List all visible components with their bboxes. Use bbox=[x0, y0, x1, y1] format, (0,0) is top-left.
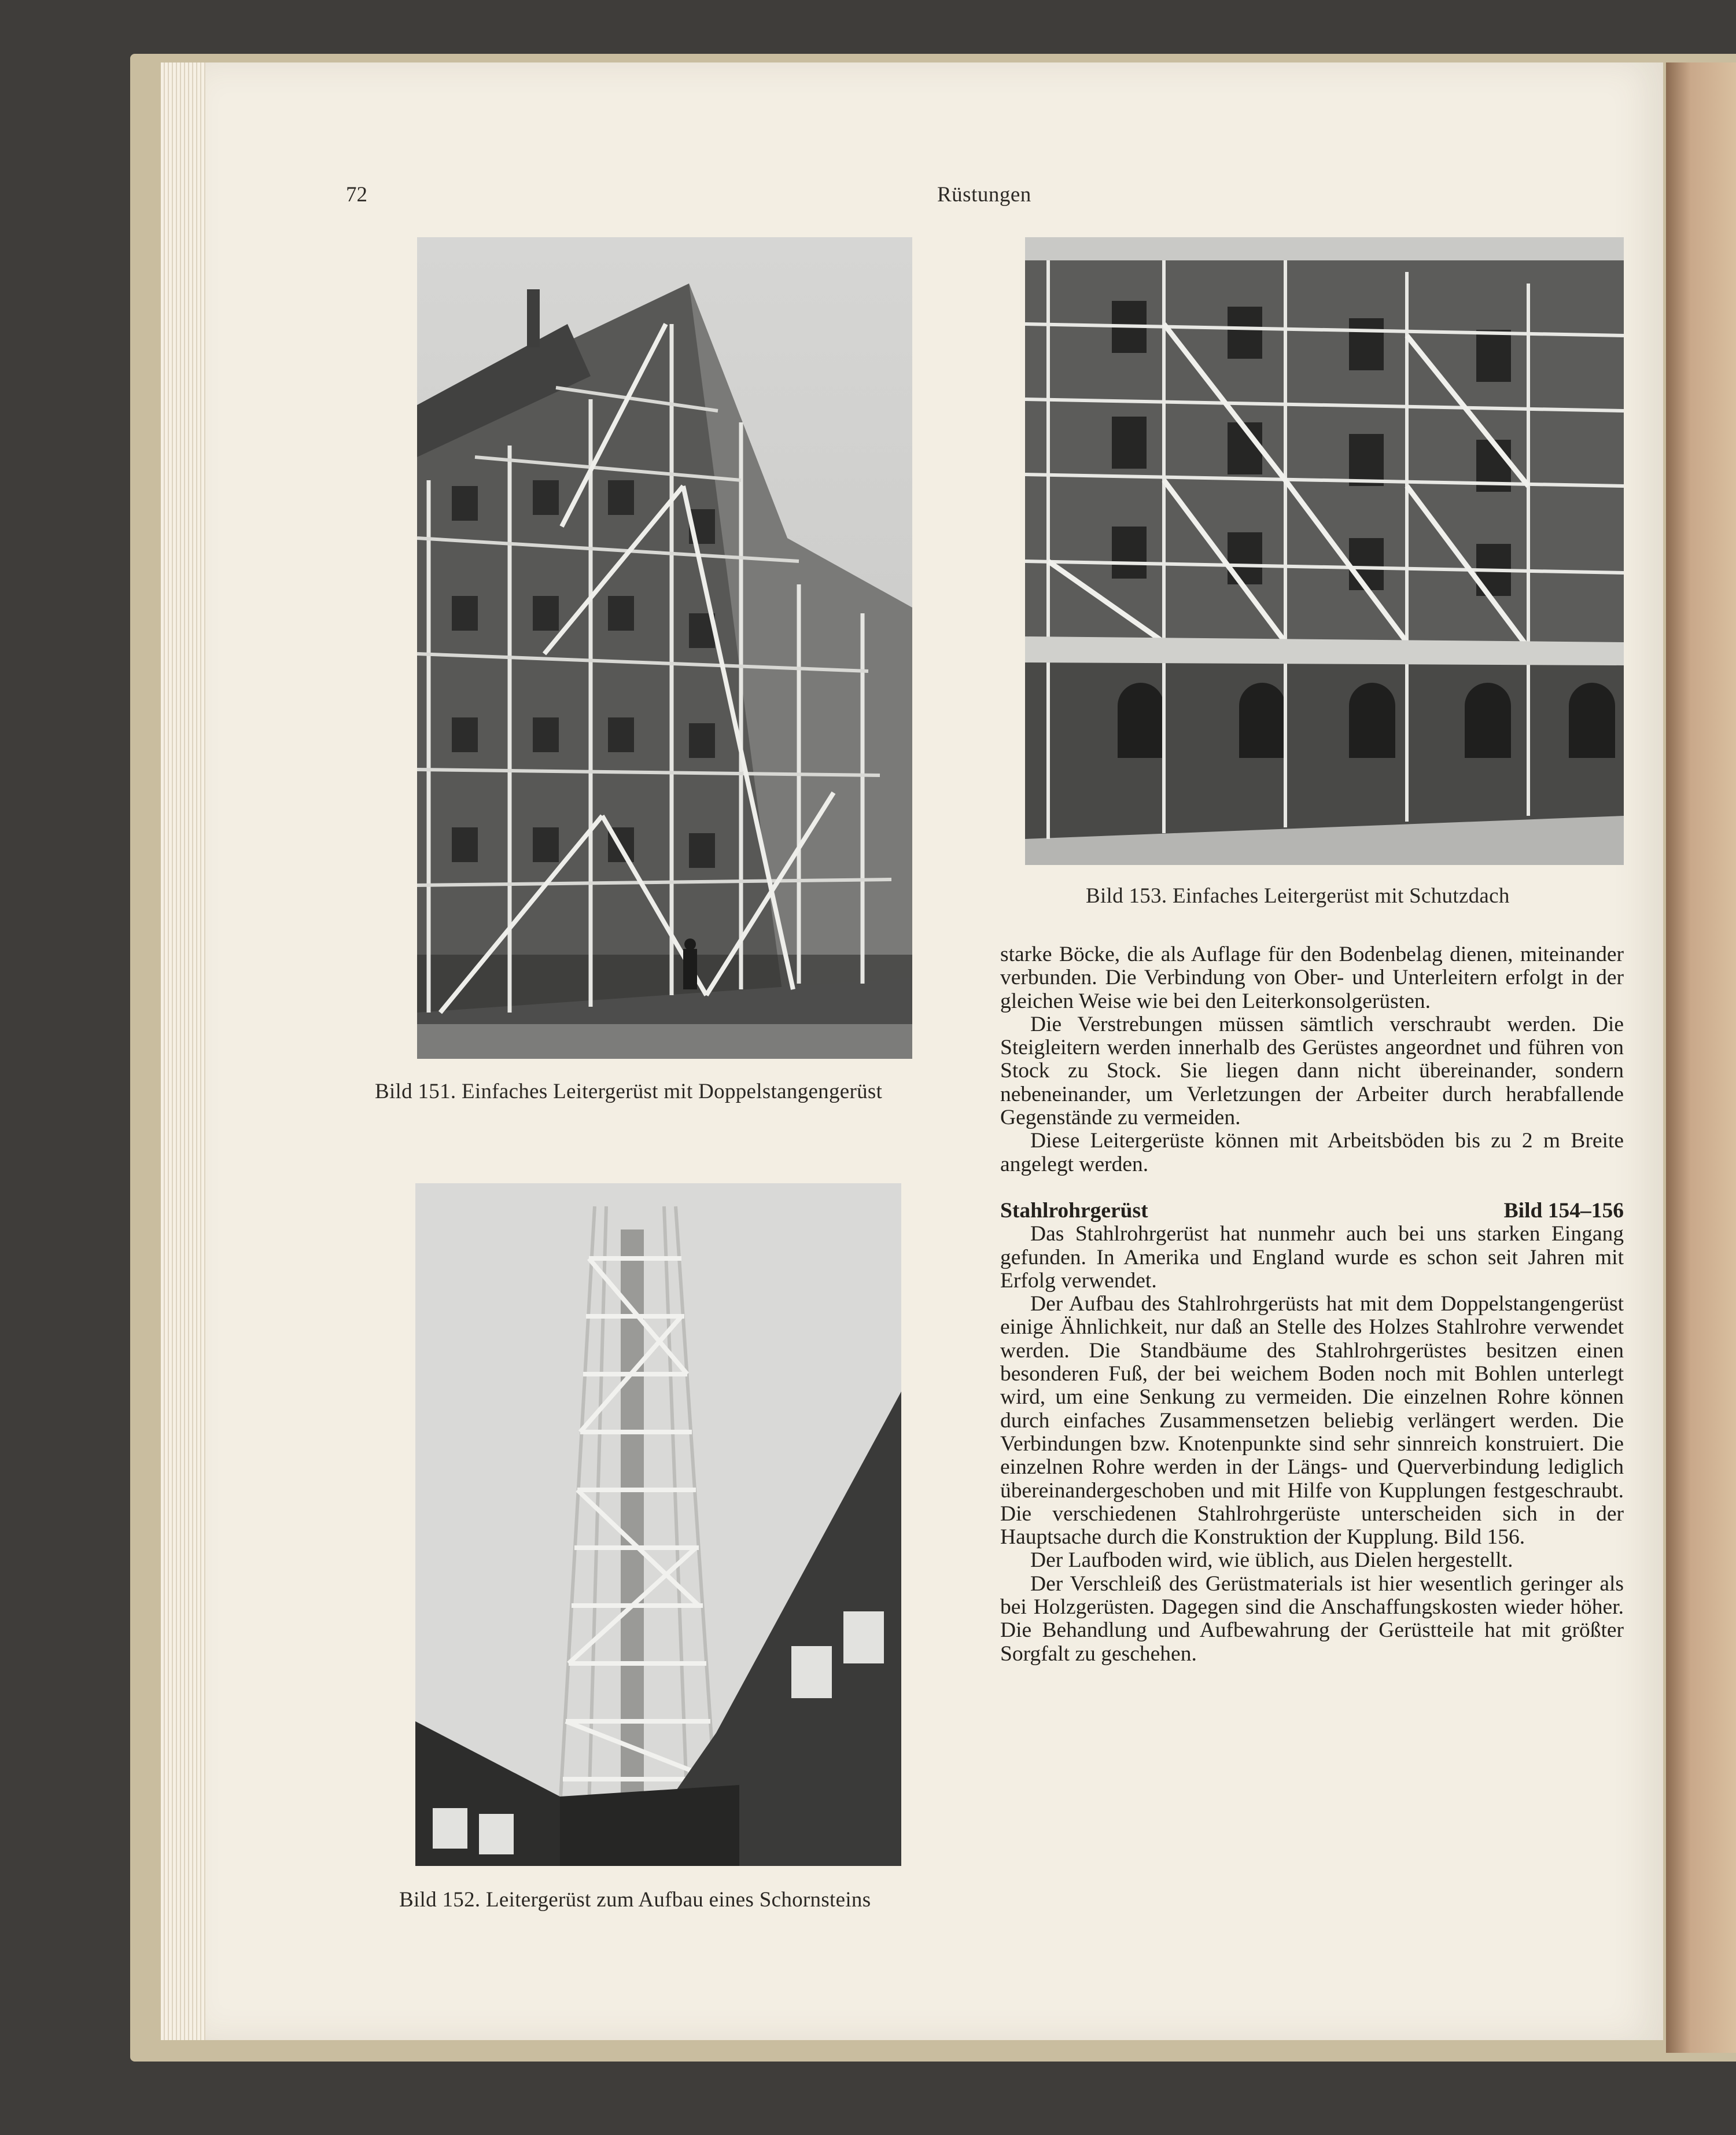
photo-bild-151 bbox=[417, 237, 912, 1059]
photo-bild-152 bbox=[415, 1183, 901, 1866]
paragraph-7: Der Verschleiß des Gerüstmaterials ist hier wesentlich geringer als bei Holzgerüsten. Dagegen sind die Anschaffungskosten wieder höher. Die Behandlung und Aufbewahrung der Gerüstteile hat mit größter Sorgfalt zu geschehen. bbox=[1000, 1571, 1624, 1666]
photo-bild-153 bbox=[1025, 237, 1624, 865]
paragraph-2: Die Verstrebungen müssen sämtlich verschraubt werden. Die Steigleitern werden innerhalb des Gerüstes angeordnet und führen von Stock zu Stock. Sie liegen dann nicht übereinander, sondern nebeneinander, um Verletzungen der Arbeiter durch herabfallende Gegenstände zu vermeiden. bbox=[1000, 1012, 1624, 1130]
caption-bild-152: Bild 152. Leitergerüst zum Aufbau eines Schornsteins bbox=[399, 1888, 871, 1912]
running-title: Rüstungen bbox=[937, 183, 1031, 207]
paragraph-3: Diese Leitergerüste können mit Arbeitsböden bis zu 2 m Breite angelegt werden. bbox=[1000, 1129, 1624, 1176]
section-title: Stahlrohrgerüst bbox=[1000, 1198, 1148, 1223]
paragraph-4: Das Stahlrohrgerüst hat nunmehr auch bei uns starken Eingang gefunden. In Amerika und England wurde es schon seit Jahren mit Erfolg verwendet. bbox=[1000, 1222, 1624, 1293]
caption-bild-153: Bild 153. Einfaches Leitergerüst mit Schutzdach bbox=[1086, 884, 1510, 908]
section-heading bbox=[1000, 1199, 1624, 1223]
section-figure-ref: Bild 154–156 bbox=[1503, 1198, 1624, 1223]
caption-bild-151: Bild 151. Einfaches Leitergerüst mit Doppelstangengerüst bbox=[375, 1080, 883, 1103]
body-text bbox=[1000, 943, 1624, 1666]
page-number: 72 bbox=[346, 183, 367, 207]
paragraph-6: Der Laufboden wird, wie üblich, aus Dielen hergestellt. bbox=[1030, 1548, 1513, 1573]
paragraph-1: starke Böcke, die als Auflage für den Bodenbelag dienen, miteinander verbunden. Die Verbindung von Ober- und Unterleitern erfolgt in der gleichen Weise wie bei den Leiterkonsolgerüsten. bbox=[1000, 943, 1624, 1013]
paragraph-5: Der Aufbau des Stahlrohrgerüsts hat mit dem Doppelstangengerüst einige Ähnlichkeit, nur daß an Stelle des Holzes Stahlrohre verwendet werden. Die Standbäume des Stahlrohrgerüstes besitzen einen besonderen Fuß, der bei weichem Boden noch mit Bohlen unterlegt wird, um eine Senkung zu vermeiden. Die einzelnen Rohre können durch einfaches Zusammensetzen beliebig verlängert werden. Die Verbindungen bzw. Knotenpunkte sind sehr sinnreich konstruiert. Die einzelnen Rohre werden in der Längs- und Querverbindung lediglich übereinandergeschoben und mit Hilfe von Kupplungen festgeschraubt. Die verschiedenen Stahlrohrgerüste unterscheiden sich in der Hauptsache durch die Konstruktion der Kupplung. Bild 156. bbox=[1000, 1292, 1624, 1549]
